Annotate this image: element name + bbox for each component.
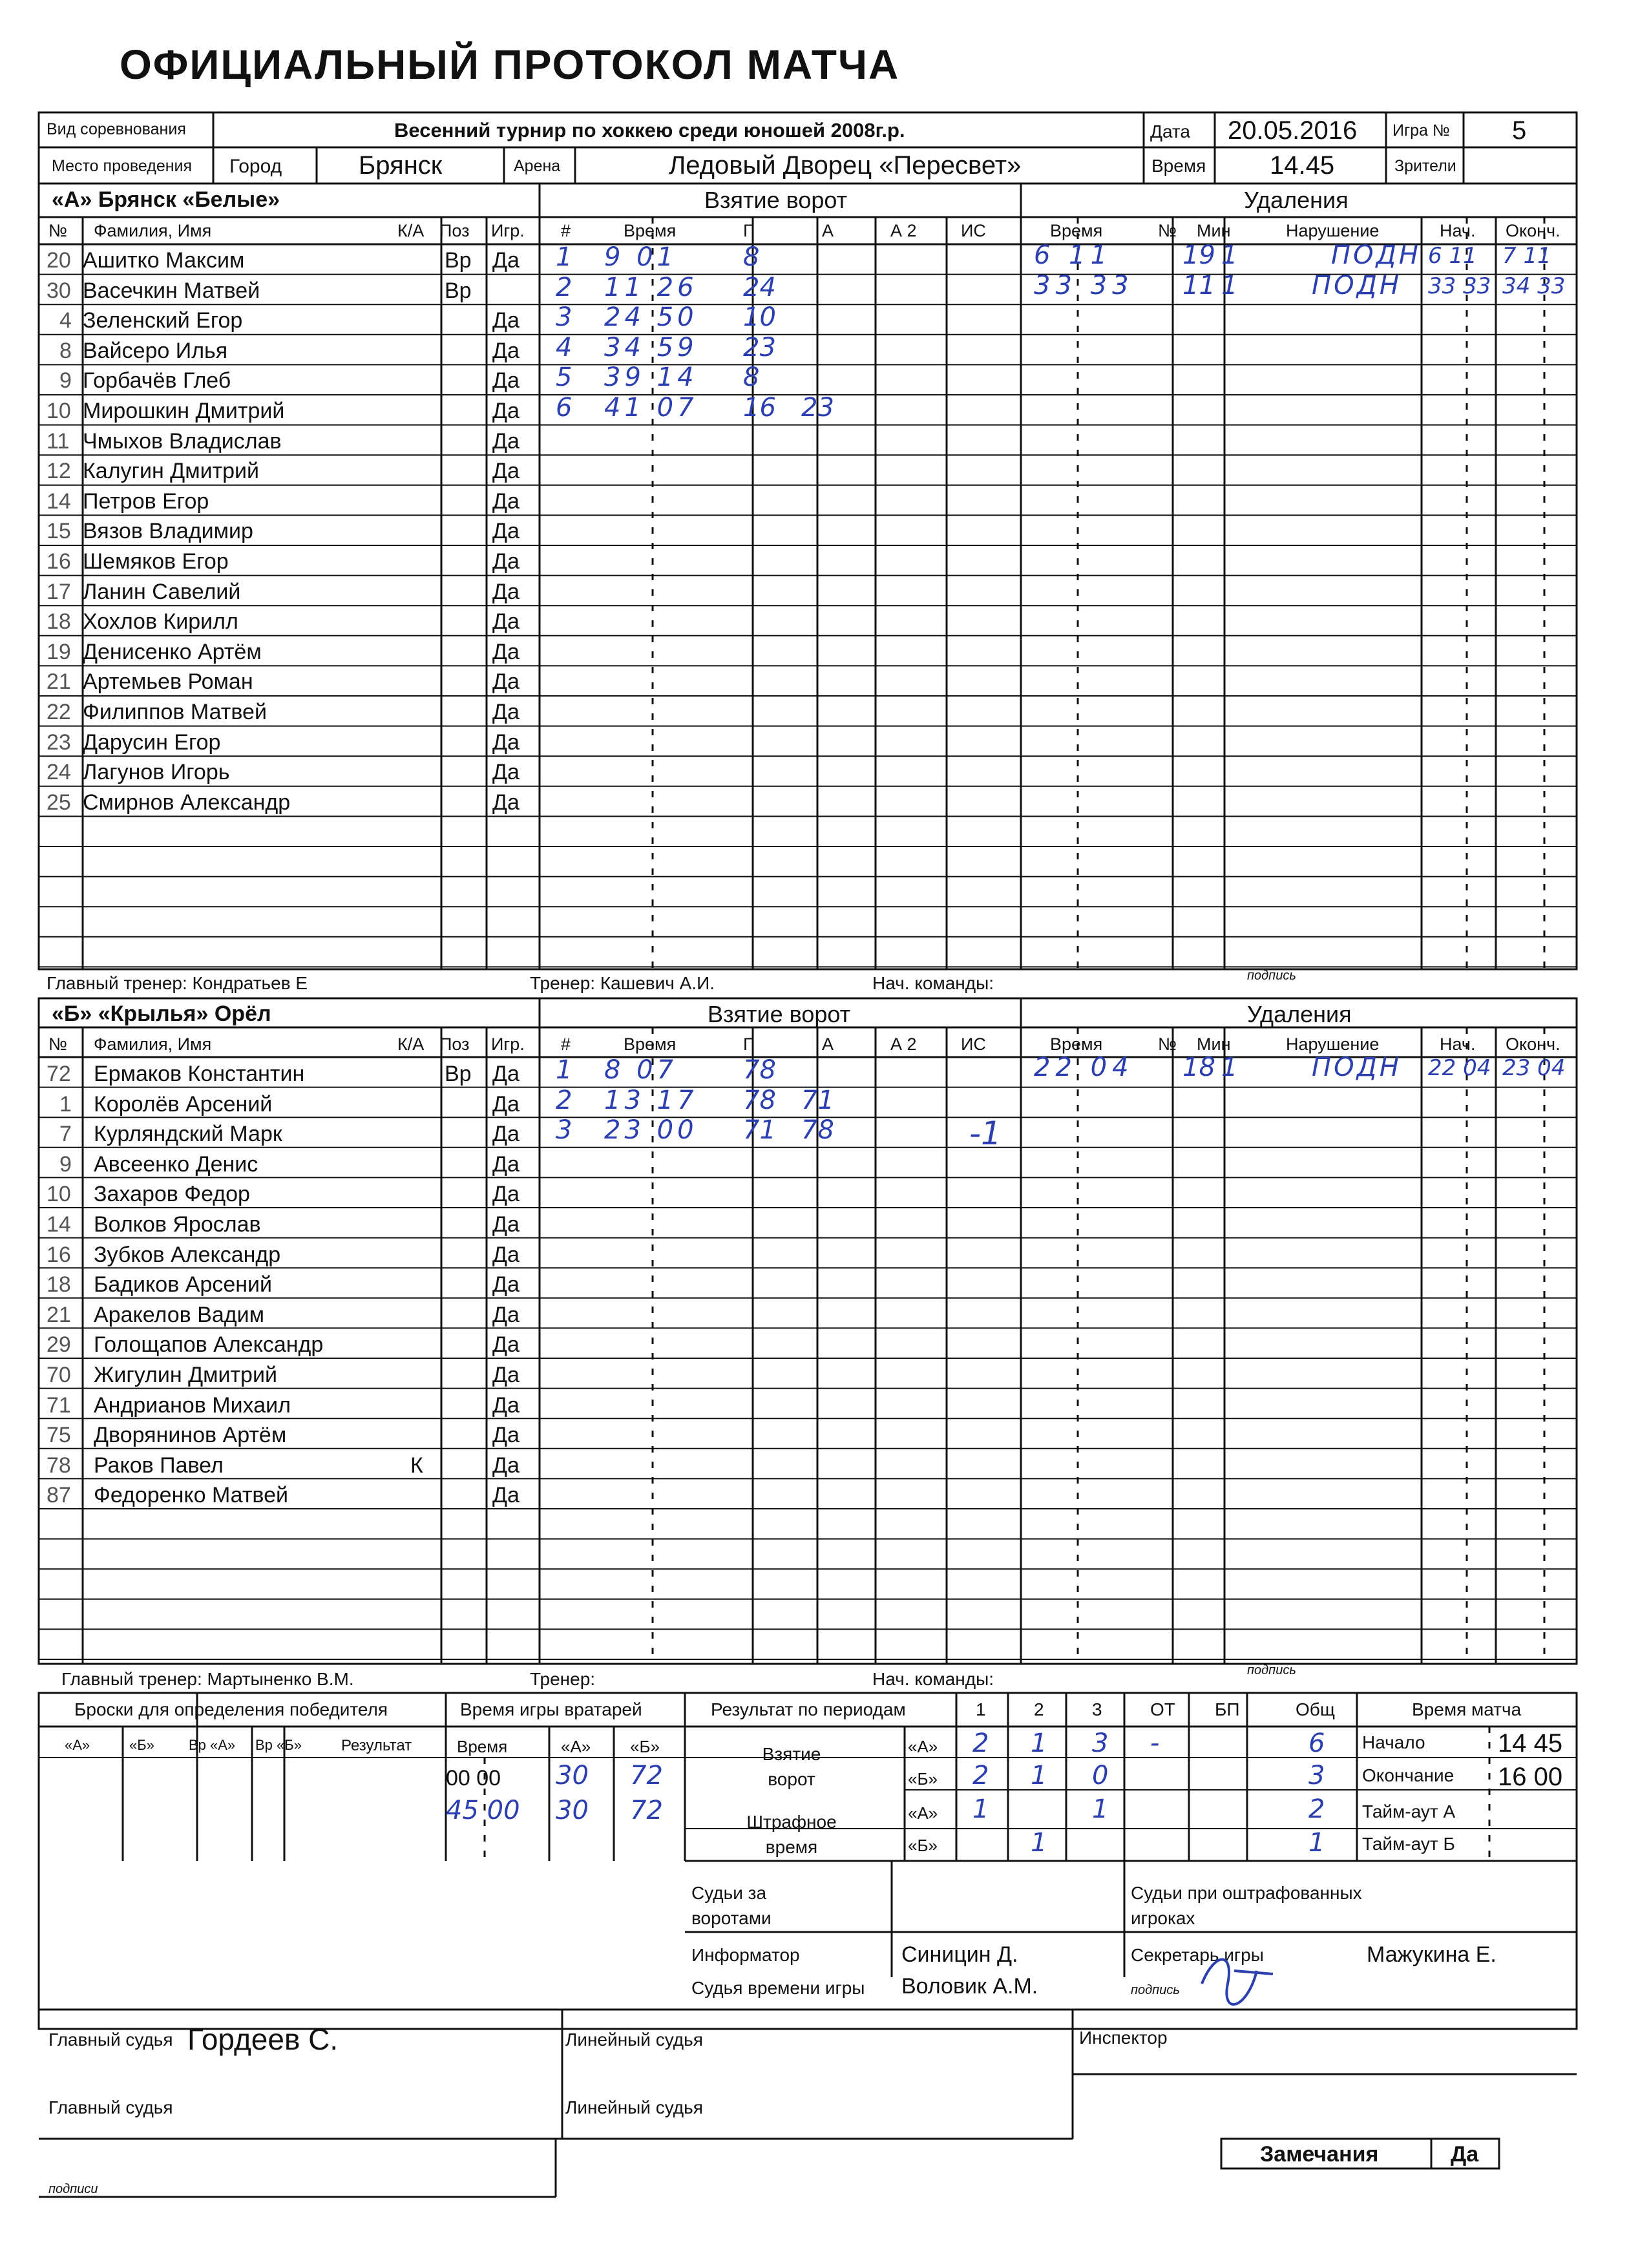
goal-scorer: 16 — [743, 393, 776, 423]
player-name: Дворянинов Артём — [94, 1423, 287, 1448]
player-number: 21 — [47, 1302, 71, 1327]
period-value: 2 — [972, 1761, 989, 1790]
period-value: 2 — [972, 1728, 989, 1758]
col-header-pen_min: Мин — [1197, 221, 1231, 240]
player-played: Да — [492, 338, 520, 363]
team-b-head-coach: Главный тренер: Мартыненко В.М. — [61, 1669, 354, 1689]
goalie-row1-a: 30 — [556, 1761, 589, 1790]
goal-scorer: 8 — [743, 242, 760, 272]
col-header-pen_min: Мин — [1197, 1034, 1231, 1054]
player-number: 72 — [47, 1062, 71, 1086]
periods-team-a-goals-mark: «А» — [908, 1737, 938, 1756]
player-name: Ермаков Константин — [94, 1062, 305, 1086]
secretary-label: Секретарь игры — [1131, 1945, 1264, 1965]
col-header-pen_no: № — [1158, 221, 1177, 240]
player-played: Да — [492, 1453, 520, 1478]
col-header-pen_end: Оконч. — [1506, 221, 1560, 240]
chief-referee-value: Гордеев С. — [187, 2022, 339, 2056]
player-name: Жигулин Дмитрий — [94, 1363, 277, 1387]
player-name: Зеленский Егор — [83, 308, 243, 333]
period-value: 1 — [972, 1794, 989, 1824]
goal-time: 8 07 — [604, 1055, 678, 1085]
player-played: Да — [492, 459, 520, 484]
goalie-row2-a: 30 — [556, 1796, 589, 1825]
player-played: Да — [492, 1302, 520, 1327]
team-b-pen-title: Удаления — [1247, 1001, 1352, 1027]
penalty-time: 33 33 — [1034, 270, 1134, 300]
goal-scorer: 8 — [743, 362, 760, 393]
player-played: Да — [492, 1091, 520, 1117]
col-header-pen_start: Нач. — [1440, 221, 1476, 240]
remarks-label: Замечания — [1260, 2142, 1379, 2167]
team-a-signature-label: подпись — [1247, 969, 1296, 983]
col-header-a2: А 2 — [890, 1034, 917, 1054]
col-header-ka: К/А — [397, 1034, 425, 1054]
player-name: Захаров Федор — [94, 1182, 250, 1207]
period-value: 1 — [1031, 1828, 1047, 1858]
player-number: 16 — [47, 549, 71, 574]
periods-title: Результат по периодам — [711, 1699, 906, 1719]
player-played: Да — [492, 1483, 520, 1508]
col-header-no: № — [48, 221, 67, 240]
col-header-is: ИС — [961, 1034, 986, 1054]
player-name: Бадиков Арсений — [94, 1272, 272, 1297]
col-header-pen_no: № — [1158, 1034, 1177, 1054]
chief-referee-label-2: Главный судья — [48, 2097, 173, 2117]
goal-number: 2 — [556, 272, 572, 302]
period-value: 3 — [1092, 1728, 1109, 1758]
player-number: 78 — [47, 1453, 71, 1478]
penalty-start: 6 11 — [1428, 243, 1477, 269]
timeout-a-label: Тайм-аут А — [1362, 1801, 1456, 1822]
penalty-minutes: 1 — [1221, 240, 1238, 270]
match-start-value: 14 45 — [1498, 1729, 1563, 1758]
penalty-violation: ПОДН — [1331, 240, 1421, 270]
player-number: 71 — [47, 1392, 71, 1418]
goal-number: 6 — [556, 393, 572, 423]
player-name: Авсеенко Денис — [94, 1151, 258, 1177]
period-value: 0 — [1092, 1761, 1109, 1790]
penalty-time: 22 04 — [1034, 1053, 1134, 1082]
timeout-b-label: Тайм-аут Б — [1362, 1834, 1455, 1854]
col-header-name: Фамилия, Имя — [94, 1034, 212, 1054]
col-header-pen_time: Время — [1050, 221, 1103, 240]
player-played: Да — [492, 669, 520, 695]
player-number: 11 — [47, 428, 70, 454]
player-played: Да — [492, 428, 520, 454]
time-label: Время — [1151, 156, 1206, 176]
col-header-g: Г — [743, 1034, 753, 1054]
period-value: 6 — [1308, 1728, 1325, 1758]
penalty-player: 18 — [1182, 1053, 1215, 1082]
timekeeper-label: Судья времени игры — [691, 1978, 865, 1998]
col-header-pen_end: Оконч. — [1506, 1034, 1560, 1054]
city-value: Брянск — [359, 151, 443, 180]
goal-number: 4 — [556, 332, 572, 362]
goalie-row2-time: 45 00 — [446, 1796, 520, 1825]
player-name: Васечкин Матвей — [83, 278, 260, 303]
player-number: 17 — [47, 579, 71, 604]
penalty-violation: ПОДН — [1312, 270, 1402, 300]
player-number: 16 — [47, 1242, 71, 1267]
penalty-minutes: 1 — [1221, 1053, 1238, 1082]
goal-time: 34 59 — [604, 332, 698, 362]
player-played: Да — [492, 399, 520, 423]
city-label: Город — [229, 156, 282, 177]
player-ka: К — [410, 1453, 423, 1478]
player-name: Волков Ярослав — [94, 1212, 261, 1237]
player-number: 12 — [47, 459, 71, 484]
secretary-value: Мажукина Е. — [1367, 1942, 1497, 1967]
match-end-label: Окончание — [1362, 1765, 1455, 1785]
player-name: Аракелов Вадим — [94, 1302, 264, 1327]
player-number: 1 — [59, 1091, 72, 1117]
period-value: - — [1150, 1728, 1160, 1758]
penalty-end: 7 11 — [1502, 243, 1551, 269]
player-name: Лагунов Игорь — [83, 760, 230, 785]
player-played: Да — [492, 1392, 520, 1418]
player-number: 23 — [47, 730, 71, 755]
col-header-pen_viol: Нарушение — [1286, 1034, 1380, 1054]
col-header-goal_no: # — [561, 221, 571, 240]
periods-pim-label: Штрафное время — [746, 1812, 837, 1858]
goal-number: 3 — [556, 302, 572, 333]
goal-time: 39 14 — [604, 362, 698, 393]
goal-number: 2 — [556, 1085, 572, 1115]
period-value: 1 — [1031, 1761, 1047, 1790]
team-a-pen-title: Удаления — [1244, 187, 1349, 213]
penalty-player: 19 — [1182, 240, 1215, 270]
goal-scorer: 23 — [743, 332, 776, 362]
team-b-chief-label: Нач. команды: — [872, 1669, 994, 1689]
player-number: 4 — [59, 308, 72, 333]
player-number: 70 — [47, 1363, 71, 1387]
competition-value: Весенний турнир по хоккею среди юношей 2008г.р. — [394, 119, 905, 142]
date-label: Дата — [1150, 121, 1191, 142]
goal-number: 1 — [556, 242, 572, 272]
venue-label: Место проведения — [52, 157, 193, 175]
player-name: Горбачёв Глеб — [83, 368, 231, 394]
team-b-title: «Б» «Крылья» Орёл — [52, 1002, 271, 1026]
player-name: Ашитко Максим — [83, 248, 245, 273]
player-name: Петров Егор — [83, 488, 209, 514]
player-name: Ланин Савелий — [83, 579, 241, 604]
player-played: Да — [492, 549, 520, 574]
col-header-goal_time: Время — [624, 1034, 677, 1054]
match-start-label: Начало — [1362, 1732, 1425, 1752]
goal-assist: 78 — [801, 1115, 834, 1146]
goal-situation: -1 — [969, 1115, 1002, 1153]
player-number: 10 — [47, 399, 71, 423]
player-pos: Вр — [445, 278, 472, 303]
player-played: Да — [492, 790, 520, 815]
col-header-played: Игр. — [491, 1034, 525, 1054]
periods-goals-label: Взятие ворот — [762, 1744, 821, 1790]
player-played: Да — [492, 579, 520, 604]
penalty-violation: ПОДН — [1312, 1053, 1402, 1082]
goal-time: 23 00 — [604, 1115, 698, 1146]
game-value: 5 — [1512, 116, 1527, 145]
player-number: 29 — [47, 1332, 71, 1358]
shootout-col-b: «Б» — [129, 1737, 154, 1753]
player-played: Да — [492, 308, 520, 333]
player-played: Да — [492, 1363, 520, 1387]
player-played: Да — [492, 519, 520, 544]
player-played: Да — [492, 1151, 520, 1177]
timekeeper-value: Воловик А.М. — [901, 1974, 1038, 1999]
penalty-player: 11 — [1182, 270, 1215, 300]
team-a-title: «А» Брянск «Белые» — [52, 187, 280, 212]
player-number: 14 — [47, 1212, 71, 1237]
player-number: 20 — [47, 248, 71, 273]
player-played: Да — [492, 609, 520, 635]
player-pos: Вр — [445, 1062, 472, 1086]
shootout-col-result: Результат — [341, 1737, 412, 1754]
player-number: 19 — [47, 639, 71, 664]
informer-value: Синицин Д. — [901, 1942, 1018, 1967]
col-header-pen_viol: Нарушение — [1286, 221, 1380, 240]
penalty-end: 34 33 — [1502, 273, 1566, 299]
period-value: 1 — [1031, 1728, 1047, 1758]
col-header-pen_time: Время — [1050, 1034, 1103, 1054]
player-number: 15 — [47, 519, 71, 544]
linesman-label-2: Линейный судья — [565, 2097, 703, 2117]
player-name: Вайсеро Илья — [83, 338, 228, 363]
goal-scorer: 24 — [743, 272, 776, 302]
player-played: Да — [492, 700, 520, 724]
goalie-row1-time: 00 00 — [446, 1766, 501, 1790]
shootout-col-vrb: Вр «Б» — [255, 1737, 302, 1753]
period-value: 3 — [1308, 1761, 1325, 1790]
linesman-label-1: Линейный судья — [565, 2030, 703, 2050]
time-value: 14.45 — [1270, 151, 1335, 180]
goal-time: 24 50 — [604, 302, 698, 333]
inspector-label: Инспектор — [1079, 2028, 1168, 2048]
col-header-played: Игр. — [491, 221, 525, 240]
player-number: 21 — [47, 669, 71, 695]
col-header-is: ИС — [961, 221, 986, 240]
periods-team-a-pim-mark: «А» — [908, 1803, 938, 1823]
periods-team-b-pim-mark: «Б» — [908, 1836, 938, 1855]
player-played: Да — [492, 368, 520, 394]
player-played: Да — [492, 1423, 520, 1448]
chief-referee-label-1: Главный судья — [48, 2030, 173, 2050]
col-header-pen_start: Нач. — [1440, 1034, 1476, 1054]
player-number: 10 — [47, 1182, 71, 1207]
competition-label: Вид соревнования — [47, 120, 186, 138]
player-number: 18 — [47, 609, 71, 635]
player-number: 75 — [47, 1423, 71, 1448]
period-value: 1 — [1092, 1794, 1109, 1824]
player-name: Денисенко Артём — [83, 639, 262, 664]
secretary-signature — [1195, 1945, 1279, 2016]
shootout-col-a: «А» — [65, 1737, 90, 1753]
match-time-title: Время матча — [1412, 1699, 1522, 1719]
player-name: Голощапов Александр — [94, 1332, 324, 1358]
penalty-time: 6 11 — [1034, 240, 1113, 270]
shootout-title: Броски для определения победителя — [74, 1699, 388, 1719]
penalty-judges-label: Судьи при оштрафованных игроках — [1131, 1883, 1362, 1929]
goal-time: 41 07 — [604, 393, 698, 423]
player-name: Артемьев Роман — [83, 669, 253, 695]
period-col-header: ОТ — [1150, 1699, 1175, 1719]
col-header-a: А — [822, 1034, 834, 1054]
player-played: Да — [492, 1062, 520, 1086]
goal-assist: 71 — [801, 1085, 834, 1115]
player-name: Филиппов Матвей — [83, 700, 267, 724]
team-b-signature-label: подпись — [1247, 1663, 1296, 1677]
player-played: Да — [492, 760, 520, 785]
penalty-minutes: 1 — [1221, 270, 1238, 300]
player-number: 9 — [59, 368, 72, 394]
team-a-coach: Тренер: Кашевич А.И. — [530, 973, 715, 993]
col-header-a: А — [822, 221, 834, 240]
player-number: 30 — [47, 278, 71, 303]
goalie-col-a: «А» — [561, 1737, 591, 1756]
col-header-goal_no: # — [561, 1034, 571, 1054]
period-col-header: БП — [1215, 1699, 1240, 1719]
player-number: 24 — [47, 760, 71, 785]
page-title: ОФИЦИАЛЬНЫЙ ПРОТОКОЛ МАТЧА — [120, 41, 900, 88]
player-name: Федоренко Матвей — [94, 1483, 288, 1508]
col-header-pos: Поз — [439, 1034, 470, 1054]
goalie-col-time: Время — [457, 1737, 508, 1756]
player-name: Зубков Александр — [94, 1242, 281, 1267]
secretary-sig-label: подпись — [1131, 1983, 1180, 1997]
player-played: Да — [492, 639, 520, 664]
goal-scorer: 71 — [743, 1115, 776, 1146]
player-name: Дарусин Егор — [83, 730, 221, 755]
penalty-start: 22 04 — [1428, 1055, 1491, 1081]
player-name: Курляндский Марк — [94, 1122, 282, 1147]
col-header-g: Г — [743, 221, 753, 240]
goal-number: 5 — [556, 362, 572, 393]
goal-number: 1 — [556, 1055, 572, 1085]
player-name: Андрианов Михаил — [94, 1392, 291, 1418]
player-played: Да — [492, 1212, 520, 1237]
player-name: Раков Павел — [94, 1453, 224, 1478]
player-number: 87 — [47, 1483, 71, 1508]
player-number: 7 — [59, 1122, 72, 1147]
player-played: Да — [492, 248, 520, 273]
goal-assist: 23 — [801, 393, 834, 423]
player-played: Да — [492, 488, 520, 514]
player-name: Хохлов Кирилл — [83, 609, 238, 635]
player-played: Да — [492, 1242, 520, 1267]
player-name: Мирошкин Дмитрий — [83, 399, 285, 423]
goal-judges-label: Судьи за воротами — [691, 1883, 772, 1929]
goalie-time-title: Время игры вратарей — [460, 1699, 642, 1719]
col-header-goal_time: Время — [624, 221, 677, 240]
player-number: 25 — [47, 790, 71, 815]
period-value: 1 — [1308, 1828, 1325, 1858]
period-value: 2 — [1308, 1794, 1325, 1824]
player-number: 22 — [47, 700, 71, 724]
player-number: 9 — [59, 1151, 72, 1177]
arena-label: Арена — [514, 157, 561, 175]
player-played: Да — [492, 730, 520, 755]
goal-scorer: 78 — [743, 1055, 776, 1085]
player-played: Да — [492, 1182, 520, 1207]
goal-time: 11 26 — [604, 272, 698, 302]
game-label: Игра № — [1392, 121, 1450, 140]
team-b-coach: Тренер: — [530, 1669, 596, 1689]
player-number: 14 — [47, 488, 71, 514]
player-played: Да — [492, 1332, 520, 1358]
player-pos: Вр — [445, 248, 472, 273]
col-header-name: Фамилия, Имя — [94, 221, 212, 240]
player-number: 8 — [59, 338, 72, 363]
spectators-label: Зрители — [1394, 157, 1456, 175]
player-name: Шемяков Егор — [83, 549, 229, 574]
period-col-header: 1 — [976, 1699, 986, 1719]
team-b-goals-title: Взятие ворот — [708, 1001, 851, 1027]
player-name: Вязов Владимир — [83, 519, 253, 544]
date-value: 20.05.2016 — [1228, 116, 1358, 145]
informer-label: Информатор — [691, 1945, 800, 1965]
penalty-start: 33 33 — [1428, 273, 1491, 299]
player-number: 18 — [47, 1272, 71, 1297]
goal-time: 13 17 — [604, 1085, 698, 1115]
player-played: Да — [492, 1272, 520, 1297]
col-header-no: № — [48, 1034, 67, 1054]
shootout-col-vra: Вр «А» — [189, 1737, 236, 1753]
col-header-pos: Поз — [439, 221, 470, 240]
player-name: Смирнов Александр — [83, 790, 291, 815]
player-name: Чмыхов Владислав — [83, 428, 282, 454]
period-col-header: 3 — [1092, 1699, 1102, 1719]
goalie-col-b: «Б» — [630, 1737, 660, 1756]
goalie-row2-b: 72 — [630, 1796, 663, 1825]
team-a-chief-label: Нач. команды: — [872, 973, 994, 993]
remarks-value: Да — [1451, 2142, 1479, 2167]
goal-scorer: 10 — [743, 302, 776, 333]
periods-team-b-goals-mark: «Б» — [908, 1769, 938, 1789]
col-header-ka: К/А — [397, 221, 425, 240]
player-name: Королёв Арсений — [94, 1091, 273, 1117]
goal-scorer: 78 — [743, 1085, 776, 1115]
arena-value: Ледовый Дворец «Пересвет» — [669, 151, 1022, 180]
penalty-end: 23 04 — [1502, 1055, 1566, 1081]
goalie-row1-b: 72 — [630, 1761, 663, 1790]
period-col-header: 2 — [1034, 1699, 1044, 1719]
goal-time: 9 01 — [604, 242, 678, 272]
player-played: Да — [492, 1122, 520, 1147]
match-end-value: 16 00 — [1498, 1763, 1563, 1791]
goal-number: 3 — [556, 1115, 572, 1146]
team-a-head-coach: Главный тренер: Кондратьев Е — [47, 973, 308, 993]
signatures-label: подписи — [48, 2182, 98, 2196]
player-name: Калугин Дмитрий — [83, 459, 260, 484]
period-col-header: Общ — [1296, 1699, 1335, 1719]
team-a-goals-title: Взятие ворот — [704, 187, 848, 213]
col-header-a2: А 2 — [890, 221, 917, 240]
